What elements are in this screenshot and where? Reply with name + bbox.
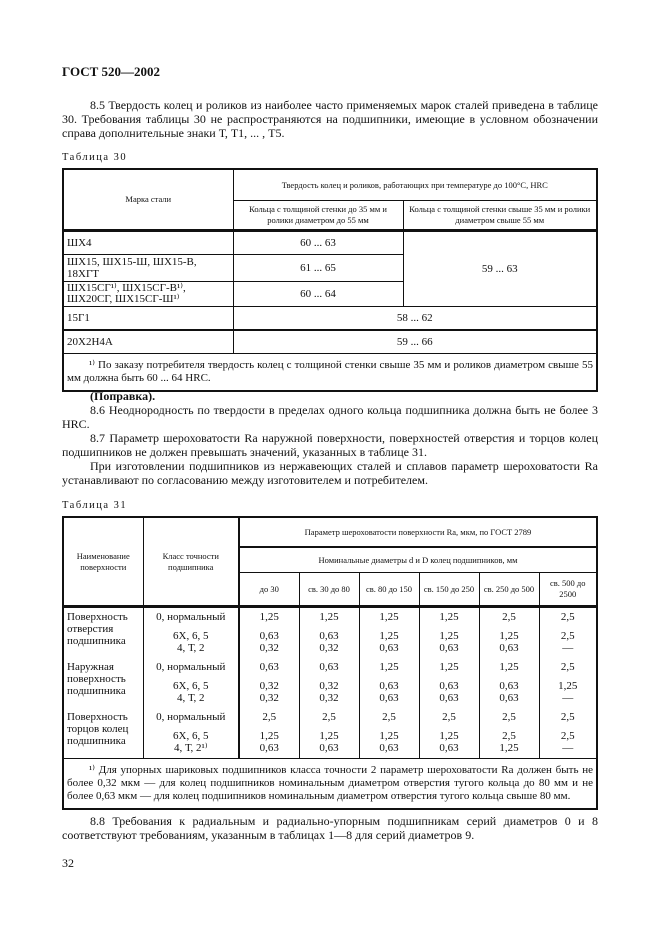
roughness-value-cell bbox=[419, 607, 479, 659]
sub-header-2: Кольца с толщиной стенки свыше 35 мм и ролики диаметром свыше 55 мм bbox=[403, 201, 597, 231]
roughness-value: 0,32 bbox=[319, 692, 339, 704]
surface-name: Поверхность торцов колец подшипника bbox=[63, 708, 143, 759]
steel-grade: ШХ15, ШХ15-Ш, ШХ15-В, 18ХГТ bbox=[63, 255, 233, 282]
roughness-value: 1,25 bbox=[319, 611, 339, 623]
roughness-value-cell bbox=[359, 607, 419, 659]
roughness-value: 2,5 bbox=[502, 711, 516, 723]
table-row bbox=[63, 307, 597, 331]
roughness-value-cell bbox=[359, 658, 419, 708]
hardness-value: 59 ... 66 bbox=[233, 330, 597, 354]
roughness-value: 0,63 bbox=[379, 742, 399, 754]
roughness-value: 1,25 bbox=[319, 730, 339, 742]
range-header: св. 250 до 500 bbox=[479, 573, 539, 607]
roughness-value: 2,5 bbox=[560, 730, 575, 742]
roughness-value: 0,32 bbox=[259, 692, 279, 704]
roughness-value: 2,5 bbox=[502, 730, 516, 742]
roughness-value: 0,63 bbox=[439, 680, 459, 692]
col-param-header: Параметр шероховатости поверхности Ra, мкм, по ГОСТ 2789 bbox=[239, 517, 597, 547]
roughness-value: 0,63 bbox=[319, 742, 339, 754]
roughness-value: 2,5 bbox=[560, 661, 575, 673]
roughness-value-cell bbox=[299, 658, 359, 708]
roughness-value: 0,63 bbox=[259, 661, 279, 673]
roughness-value: 1,25 bbox=[499, 630, 519, 642]
correction-note: (Поправка). bbox=[90, 389, 156, 403]
accuracy-class-cell bbox=[143, 607, 239, 659]
roughness-value: 2,5 bbox=[322, 711, 336, 723]
document-header: ГОСТ 520—2002 bbox=[62, 64, 161, 79]
paragraph-8-5: 8.5 Твердость колец и роликов из наиболее часто применяемых марок сталей приведена в таблице 30. Требования таблицы 30 не распространяются на подшипники, имеющие в условном обозначении справа дополнительные знаки Т, Т1, ... , Т5. bbox=[62, 98, 598, 140]
range-header: св. 30 до 80 bbox=[299, 573, 359, 607]
accuracy-class: 6Х, 6, 5 bbox=[173, 680, 209, 692]
roughness-value: 1,25 bbox=[259, 730, 279, 742]
steel-grade: 15Г1 bbox=[63, 307, 233, 331]
steel-grade: ШХ4 bbox=[63, 231, 233, 255]
roughness-value: 2,5 bbox=[502, 611, 516, 623]
roughness-value: 0,63 bbox=[439, 742, 459, 754]
roughness-value: 1,25 bbox=[439, 611, 459, 623]
roughness-value-cell bbox=[239, 607, 299, 659]
accuracy-class: 6Х, 6, 5 bbox=[173, 630, 209, 642]
surface-name: Наружная поверхность подшипника bbox=[63, 658, 143, 708]
roughness-value-cell bbox=[539, 607, 597, 659]
roughness-value-cell bbox=[479, 658, 539, 708]
page-number: 32 bbox=[62, 856, 74, 870]
roughness-value: 0,63 bbox=[379, 692, 399, 704]
roughness-value: — bbox=[562, 742, 574, 754]
roughness-value: 0,63 bbox=[439, 642, 459, 654]
roughness-value: 0,63 bbox=[499, 642, 519, 654]
roughness-value: 2,5 bbox=[382, 711, 396, 723]
roughness-value-cell bbox=[539, 708, 597, 759]
table-row bbox=[63, 708, 597, 759]
roughness-value: 0,63 bbox=[259, 742, 279, 754]
col-class-header: Класс точности подшипника bbox=[143, 517, 239, 607]
range-header: св. 80 до 150 bbox=[359, 573, 419, 607]
steel-grade: ШХ15СГ¹⁾, ШХ15СГ-В¹⁾, ШХ20СГ, ШХ15СГ-Ш¹⁾ bbox=[63, 282, 233, 307]
roughness-value-cell bbox=[419, 708, 479, 759]
roughness-value: 2,5 bbox=[560, 630, 575, 642]
roughness-value: 1,25 bbox=[558, 680, 578, 692]
surface-name: Поверхность отверстия подшипника bbox=[63, 607, 143, 659]
roughness-value: 2,5 bbox=[560, 711, 575, 723]
hardness-value: 60 ... 64 bbox=[233, 282, 403, 307]
table-30-caption: Таблица 30 bbox=[62, 152, 128, 163]
roughness-value-cell bbox=[359, 708, 419, 759]
table-31 bbox=[62, 516, 598, 810]
roughness-value: 1,25 bbox=[499, 661, 519, 673]
accuracy-class: 0, нормальный bbox=[156, 611, 226, 623]
paragraph-8-6: 8.6 Неоднородность по твердости в пределах одного кольца подшипника должна быть не более 3 HRC. bbox=[62, 403, 598, 431]
roughness-value: 0,63 bbox=[379, 680, 399, 692]
table-row bbox=[63, 330, 597, 354]
accuracy-class-cell bbox=[143, 658, 239, 708]
roughness-value: 0,32 bbox=[319, 642, 339, 654]
roughness-value: 1,25 bbox=[439, 630, 459, 642]
range-header: св. 500 до 2500 bbox=[539, 573, 597, 607]
roughness-value: 0,63 bbox=[499, 692, 519, 704]
table-row bbox=[63, 658, 597, 708]
range-header: св. 150 до 250 bbox=[419, 573, 479, 607]
roughness-value: 2,5 bbox=[262, 711, 277, 723]
roughness-value: 2,5 bbox=[560, 611, 575, 623]
roughness-value: 0,63 bbox=[259, 630, 279, 642]
roughness-value-cell bbox=[299, 708, 359, 759]
table-row bbox=[63, 607, 597, 659]
roughness-value: 0,63 bbox=[319, 630, 339, 642]
roughness-value: 1,25 bbox=[439, 730, 459, 742]
col-surface-header: Наименование поверхности bbox=[63, 517, 143, 607]
col-hardness-header: Твердость колец и роликов, работающих при температуре до 100°С, HRC bbox=[233, 169, 597, 201]
accuracy-class-cell bbox=[143, 708, 239, 759]
roughness-value-cell bbox=[239, 658, 299, 708]
roughness-value: 0,32 bbox=[319, 680, 339, 692]
roughness-value: 1,25 bbox=[379, 730, 399, 742]
roughness-value: 1,25 bbox=[379, 661, 399, 673]
roughness-value: 2,5 bbox=[442, 711, 456, 723]
accuracy-class: 4, Т, 2¹⁾ bbox=[173, 742, 208, 754]
hardness-value: 61 ... 65 bbox=[233, 255, 403, 282]
hardness-value-merged: 59 ... 63 bbox=[403, 231, 597, 307]
paragraph-8-7: 8.7 Параметр шероховатости Ra наружной поверхности, поверхностей отверстия и торцов колец подшипников не должен превышать значений, указанных в таблице 31. bbox=[62, 431, 598, 459]
roughness-value-cell bbox=[479, 708, 539, 759]
accuracy-class: 6Х, 6, 5 bbox=[173, 730, 209, 742]
paragraph-8-8: 8.8 Требования к радиальным и радиально-упорным подшипникам серий диаметров 0 и 8 соответствуют требованиям, указанным в таблицах 1—8 для серий диаметров 9. bbox=[62, 814, 598, 842]
roughness-value: 1,25 bbox=[439, 661, 459, 673]
hardness-value: 60 ... 63 bbox=[233, 231, 403, 255]
roughness-value-cell bbox=[539, 658, 597, 708]
accuracy-class: 4, Т, 2 bbox=[176, 692, 205, 704]
table-30 bbox=[62, 168, 598, 392]
accuracy-class: 0, нормальный bbox=[156, 711, 226, 723]
roughness-value: 0,63 bbox=[379, 642, 399, 654]
accuracy-class: 4, Т, 2 bbox=[176, 642, 205, 654]
col-diameter-header: Номинальные диаметры d и D колец подшипников, мм bbox=[239, 547, 597, 573]
table-31-caption: Таблица 31 bbox=[62, 500, 128, 511]
roughness-value: — bbox=[562, 642, 574, 654]
sub-header-1: Кольца с толщиной стенки до 35 мм и ролики диаметром до 55 мм bbox=[233, 201, 403, 231]
table-30-footnote: ¹⁾ По заказу потребителя твердость колец с толщиной стенки свыше 35 мм и роликов диаметром свыше 55 мм должна быть 60 ... 64 HRC. bbox=[63, 354, 597, 392]
roughness-value: 0,63 bbox=[499, 680, 519, 692]
roughness-value: 1,25 bbox=[499, 742, 519, 754]
roughness-value: 1,25 bbox=[379, 611, 399, 623]
roughness-value: 0,63 bbox=[439, 692, 459, 704]
roughness-value: 1,25 bbox=[379, 630, 399, 642]
roughness-value-cell bbox=[299, 607, 359, 659]
roughness-value: 1,25 bbox=[259, 611, 279, 623]
accuracy-class: 0, нормальный bbox=[156, 661, 226, 673]
roughness-value: 0,63 bbox=[319, 661, 339, 673]
range-header: до 30 bbox=[239, 573, 299, 607]
roughness-value-cell bbox=[419, 658, 479, 708]
table-31-footnote: ¹⁾ Для упорных шариковых подшипников класса точности 2 параметр шероховатости Ra должен быть не более 0,32 мкм — для колец подшипников номинальным диаметром отверстия тугого кольца до 80 мм и не более 0,63 мкм — для колец подшипников номинальным диаметром отверстия тугого кольца свыше 80 мм. bbox=[63, 759, 597, 810]
paragraph-8-7-continued: При изготовлении подшипников из нержавеющих сталей и сплавов параметр шероховатости Ra устанавливают по согласованию между изготовителем и потребителем. bbox=[62, 459, 598, 487]
col-steel-header: Марка стали bbox=[63, 169, 233, 231]
roughness-value-cell bbox=[239, 708, 299, 759]
roughness-value: 0,32 bbox=[259, 680, 279, 692]
roughness-value: — bbox=[562, 692, 574, 704]
roughness-value: 0,32 bbox=[259, 642, 279, 654]
roughness-value-cell bbox=[479, 607, 539, 659]
hardness-value: 58 ... 62 bbox=[233, 307, 597, 331]
steel-grade: 20Х2Н4А bbox=[63, 330, 233, 354]
table-row bbox=[63, 231, 597, 255]
